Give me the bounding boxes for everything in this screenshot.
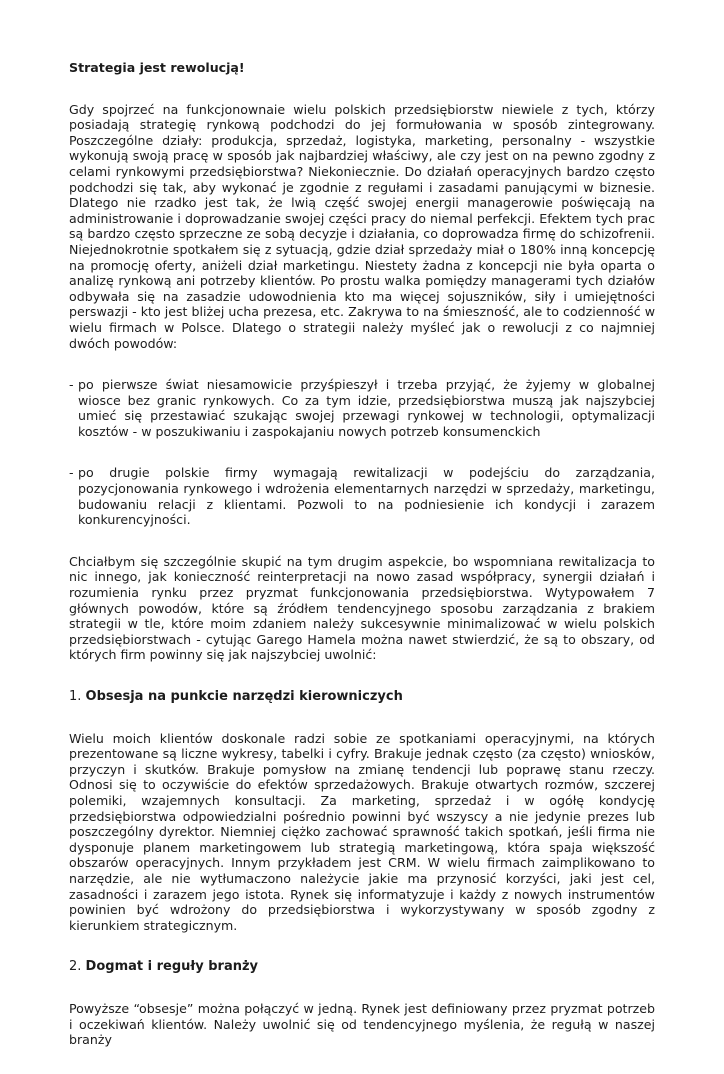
document-page	[69, 60, 655, 1074]
summary-paragraph: Chciałbym się szczególnie skupić na tym drugim aspekcie, bo wspomniana rewitalizacja to nic innego, jak konieczność reinterpretacji na nowo zasad współpracy, synergii działań i rozumienia rynku przez pryzmat funkcjonowania przedsiębiorstwa. Wytypowałem 7 głównych powodów, które są źródłem tendencyjnego sposobu zarządzania z brakiem strategii w tle, które moim zdaniem należy sukcesywnie minimalizować w wielu polskich przedsiębiorstwach - cytując Garego Hamela można nawet stwierdzić, że są to obszary, od których firm powinny się jak najszybciej uwolnić:	[69, 553, 655, 663]
bullet-item-first	[69, 377, 655, 439]
section-title: Dogmat i reguły branży	[85, 959, 259, 975]
section-paragraph-2: Powyższe “obsesje” można połączyć w jedną. Rynek jest definiowany przez pryzmat potrzeb i oczekiwań klientów. Należy uwolnić się od tendencyjnego myślenia, że regułą w naszej branży	[69, 1000, 655, 1048]
bullet-dash: -	[69, 465, 74, 481]
section-number: 1.	[69, 689, 82, 704]
section-heading-2	[69, 959, 655, 975]
section-heading-1	[69, 689, 655, 705]
bullet-text: po drugie polskie firmy wymagają rewitalizacji w podejściu do zarządzania, pozycjonowania rynkowego i wdrożenia elementarnych narzędzi w sprzedaży, marketingu, budowaniu relacji z klientami. Pozwoli to na podniesienie ich kondycji i zarazem konkurencyjności.	[78, 465, 655, 528]
bullet-item-second	[69, 465, 655, 527]
bullet-text: po pierwsze świat niesamowicie przyśpieszył i trzeba przyjąć, że żyjemy w globalnej wiosce bez granic rynkowych. Co za tym idzie, przedsiębiorstwa muszą jak najszybciej umieć się przestawiać szukając swojej przewagi rynkowej w technologii, optymalizacji kosztów - w poszukiwaniu i zaspokajaniu nowych potrzeb konsumenckich	[78, 377, 655, 439]
bullet-dash: -	[69, 377, 74, 393]
section-paragraph-1: Wielu moich klientów doskonale radzi sobie ze spotkaniami operacyjnymi, na których prezentowane są liczne wykresy, tabelki i cyfry. Brakuje jednak często (za często) wniosków, przyczyn i skutków. Brakuje pomysłow na zmianę tendencji lub poprawę stanu rzeczy. Odnosi się to oczywiście do efektów sprzedażowych. Brakuje otwartych rozmów, szczerej polemiki, wzajemnych konsultacji. Za marketing, sprzedaż i w ogółę kondycję przedsiębiorstwa odpowiedzialni pośrednio powinni być wszyscy a nie jedynie prezes lub poszczególny dyrektor. Niemniej ciężko zachować sprawność takich spotkań, jeśli firma nie dysponuje planem marketingowem lub strategią marketingową, która spaja większość obszarów operacyjnych. Innym przykładem jest CRM. W wielu firmach zaimplikowano to narzędzie, ale nie wytłumaczono należycie jakie ma przynosić korzyści, jaki jest cel, zasadności i zarazem jego istota. Rynek się informatyzuje i każdy z nowych instrumentów powinien być wdrożony do przedsiębiorstwa i wykorzystywany w sposób zgodny z kierunkiem strategicznym.	[69, 730, 655, 933]
section-number: 2.	[69, 959, 82, 975]
document-title: Strategia jest rewolucją!	[69, 60, 245, 75]
section-title: Obsesja na punkcie narzędzi kierowniczych	[85, 689, 403, 704]
intro-paragraph: Gdy spojrzeć na funkcjonownaie wielu polskich przedsiębiorstw niewiele z tych, którzy posiadają strategię rynkową podchodzi do jej formułowania w sposób zintegrowany. Poszczególne działy: produkcja, sprzedaż, logistyka, marketing, personalny - wszystkie wykonują swoją pracę w sposób jak najbardziej właściwy, ale czy jest on na pewno zgodny z celami rynkowymi przedsiębiorstwa? Niekoniecznie. Do działań operacyjnych bardzo często podchodzi się tak, aby wykonać je zgodnie z regułami i zasadami panującymi w biznesie. Dlatego nie rzadko jest tak, że lwią część swojej energii managerowie poświęcają na administrowanie i doprowadzanie swojej części pracy do niemal perfekcji. Efektem tych prac są bardzo często sprzeczne ze sobą decyzje i działania, co doprowadza firmę do schizofrenii. Niejednokrotnie spotkałem się z sytuacją, gdzie dział sprzedaży miał o 180% inną koncepcję na promocję oferty, aniżeli dział marketingu. Niestety żadna z koncepcji nie była oparta o analizę rynkową ani potrzeby klientów. Po prostu walka pomiędzy managerami tych działów odbywała się na zasadzie udowodnienia kto ma więcej sojuszników, siły i umiejętności perswazji - kto jest bliżej ucha prezesa, etc. Zakrywa to na śmieszność, ale to codzienność w wielu firmach w Polsce. Dlatego o strategii należy myśleć jak o rewolucji z co najmniej dwóch powodów:	[69, 101, 655, 351]
